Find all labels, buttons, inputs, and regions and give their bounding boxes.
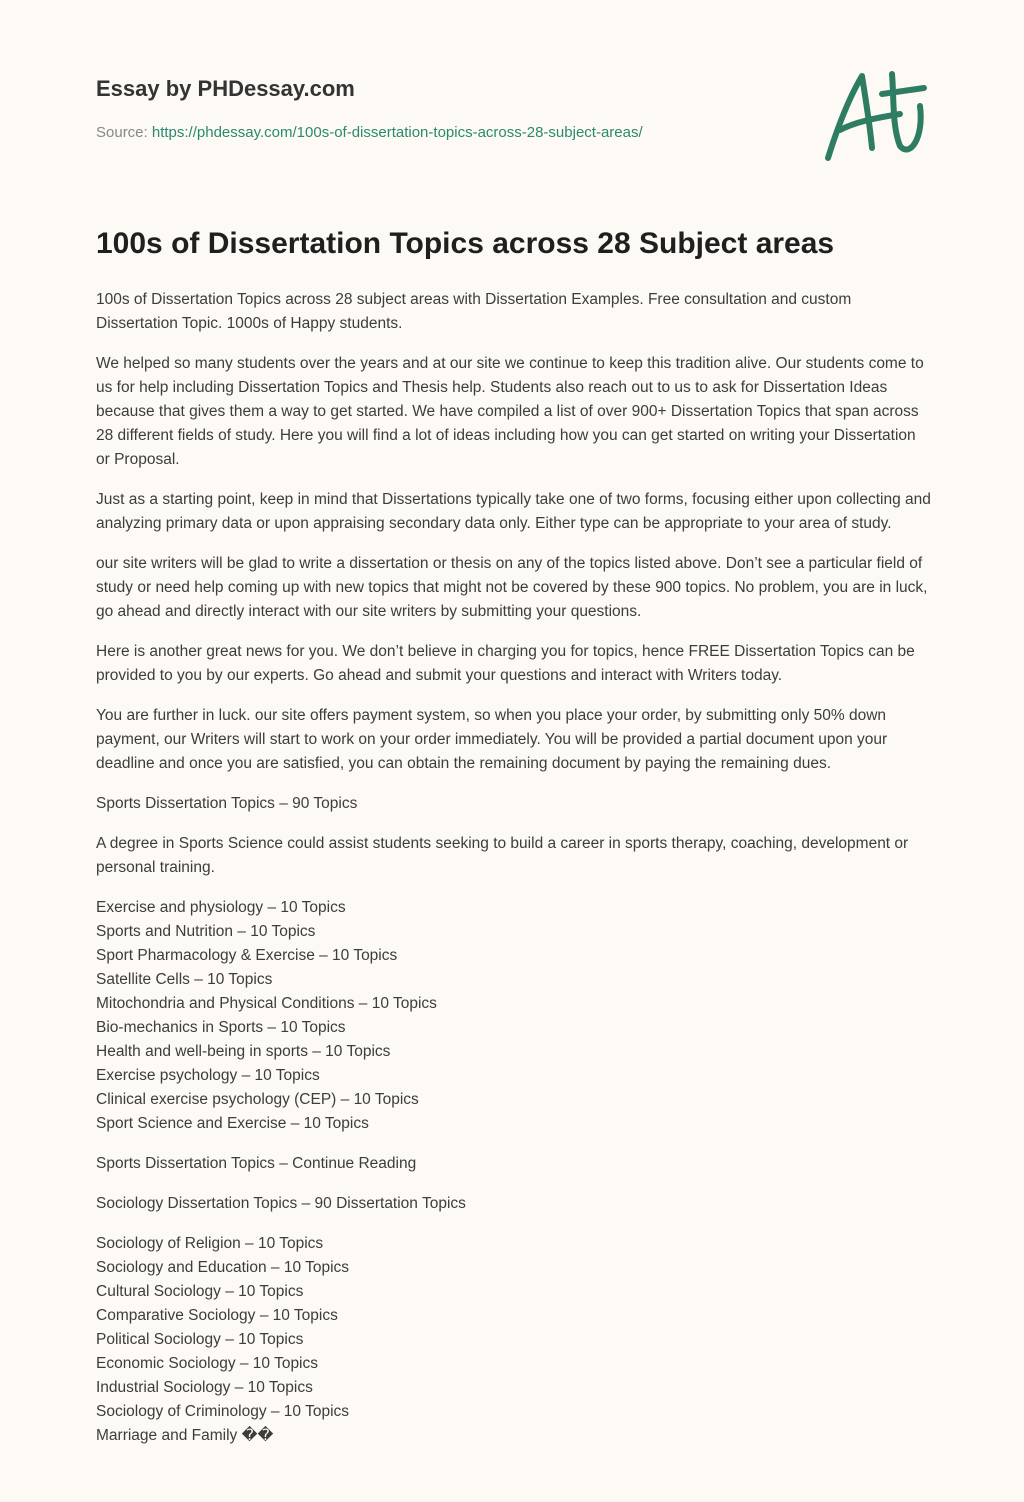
sports-heading: Sports Dissertation Topics – 90 Topics — [96, 795, 358, 812]
list-item: Health and well-being in sports – 10 Topics — [96, 1043, 391, 1060]
list-item: Sport Pharmacology & Exercise – 10 Topics — [96, 947, 398, 964]
source-label: Source: — [96, 124, 148, 141]
list-item: Sociology of Religion – 10 Topics — [96, 1235, 324, 1252]
source-link[interactable]: https://phdessay.com/100s-of-dissertation-topics-across-28-subject-areas/ — [151, 124, 643, 141]
sports-intro: A degree in Sports Science could assist students seeking to build a career in sports therapy, coaching, development or personal training. — [96, 835, 909, 876]
list-item: Mitochondria and Physical Conditions – 10 Topics — [96, 995, 437, 1012]
list-item: Marriage and Family �� — [96, 1427, 274, 1444]
article-title: 100s of Dissertation Topics across 28 Subject areas — [96, 227, 835, 260]
list-item: Sociology and Education – 10 Topics — [96, 1259, 350, 1276]
paragraph: our site writers will be glad to write a dissertation or thesis on any of the topics listed above. Don’t see a particular field of study or need help coming up with new topics that might not be covered by these 900 topics. No problem, you are in luck, go ahead and directly interact with our site writers by submitting your questions. — [96, 555, 928, 620]
source-line — [96, 124, 643, 141]
paragraph: Here is another great news for you. We don’t believe in charging you for topics, hence FREE Dissertation Topics can be provided to you by our experts. Go ahead and submit your questions and interact with Writers today. — [96, 643, 915, 684]
page-header — [96, 76, 643, 141]
list-item: Exercise psychology – 10 Topics — [96, 1067, 320, 1084]
sociology-topic-list — [96, 1232, 932, 1448]
sociology-heading: Sociology Dissertation Topics – 90 Dissertation Topics — [96, 1195, 466, 1212]
list-item: Cultural Sociology – 10 Topics — [96, 1283, 304, 1300]
list-item: Satellite Cells – 10 Topics — [96, 971, 273, 988]
a-plus-logo — [820, 66, 930, 166]
sports-continue: Sports Dissertation Topics – Continue Reading — [96, 1155, 417, 1172]
list-item: Bio-mechanics in Sports – 10 Topics — [96, 1019, 346, 1036]
list-item: Sociology of Criminology – 10 Topics — [96, 1403, 350, 1420]
paragraph: We helped so many students over the years and at our site we continue to keep this tradition alive. Our students come to us for help including Dissertation Topics and Thesis help. Students also reach out to us to ask for Dissertation Ideas because that gives them a way to get started. We have compiled a list of over 900+ Dissertation Topics that span across 28 different fields of study. Here you will find a lot of ideas including how you can get started on writing your Dissertation or Proposal. — [96, 355, 924, 468]
list-item: Sport Science and Exercise – 10 Topics — [96, 1115, 369, 1132]
site-title: Essay by PHDessay.com — [96, 76, 355, 101]
paragraph: 100s of Dissertation Topics across 28 subject areas with Dissertation Examples. Free consultation and custom Dissertation Topic. 1000s of Happy students. — [96, 291, 852, 332]
paragraph: Just as a starting point, keep in mind that Dissertations typically take one of two forms, focusing either upon collecting and analyzing primary data or upon appraising secondary data only. Either type can be appropriate to your area of study. — [96, 491, 931, 532]
list-item: Industrial Sociology – 10 Topics — [96, 1379, 313, 1396]
list-item: Political Sociology – 10 Topics — [96, 1331, 304, 1348]
paragraph: You are further in luck. our site offers payment system, so when you place your order, by submitting only 50% down payment, our Writers will start to work on your order immediately. You will be provided a partial document upon your deadline and once you are satisfied, you can obtain the remaining document by paying the remaining dues. — [96, 707, 888, 772]
sports-topic-list — [96, 896, 932, 1136]
list-item: Exercise and physiology – 10 Topics — [96, 899, 346, 916]
list-item: Economic Sociology – 10 Topics — [96, 1355, 319, 1372]
list-item: Comparative Sociology – 10 Topics — [96, 1307, 338, 1324]
list-item: Clinical exercise psychology (CEP) – 10 Topics — [96, 1091, 419, 1108]
article — [96, 224, 932, 1464]
list-item: Sports and Nutrition – 10 Topics — [96, 923, 316, 940]
